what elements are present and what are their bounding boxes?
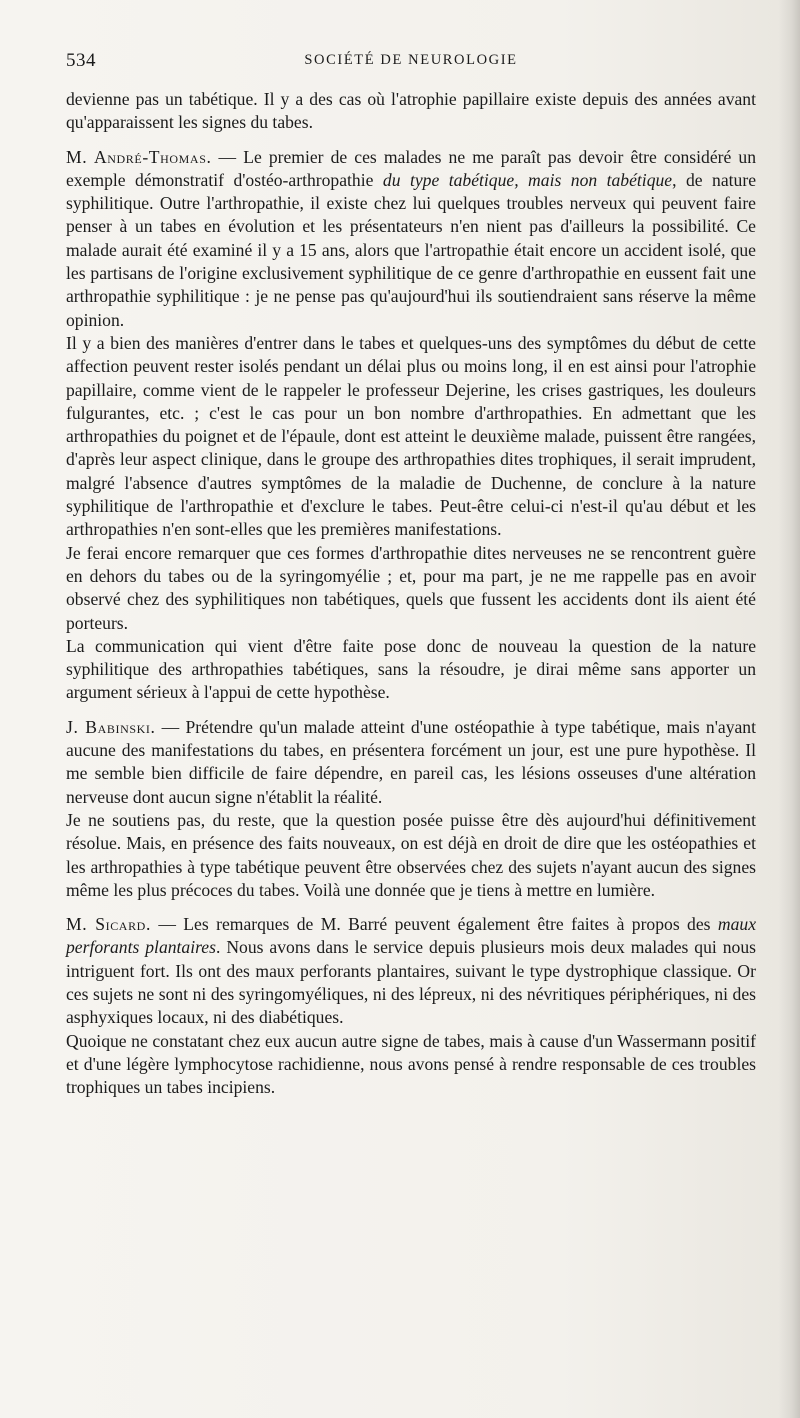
paragraph bbox=[66, 332, 756, 542]
paragraph-gap bbox=[66, 705, 756, 716]
paragraph bbox=[66, 146, 756, 332]
page-content bbox=[66, 50, 756, 1099]
paragraph bbox=[66, 716, 756, 809]
running-head: SOCIÉTÉ DE NEUROLOGIE bbox=[304, 52, 518, 68]
paragraph-text: — Prétendre qu'un malade atteint d'une ostéopathie à type tabétique, mais n'ayant aucune des manifestations du tabes, en présentera forcément un jour, est une pure hypothèse. Il me semble bien difficile de faire dépendre, en pareil cas, les lésions osseuses d'une altération nerveuse dont aucun signe n'établit la réalité. bbox=[66, 716, 756, 807]
paragraph-text: La communication qui vient d'être faite pose donc de nouveau la question de la nature syphilitique des arthropathies tabétiques, sans la résoudre, je dirai même sans apporter un argument sérieux à l'appui de cette hypothèse. bbox=[66, 635, 756, 703]
paragraph-gap bbox=[66, 135, 756, 146]
paragraph-text: . Nous avons dans le service depuis plusieurs mois deux malades qui nous intriguent fort. Ils ont des maux perforants plantaires, suivant le type dystrophique classique. Or ces sujets ne sont ni des syringomyéliques, ni des lépreux, ni des névritiques périphériques, ni des asphyxiques locaux, ni des diabétiques. bbox=[66, 937, 756, 1028]
paragraph bbox=[66, 809, 756, 902]
paragraph bbox=[66, 88, 756, 135]
page-edge-shadow bbox=[778, 0, 800, 1418]
speaker-name: M. Sicard. bbox=[66, 914, 151, 935]
paragraph-text: Quoique ne constatant chez eux aucun autre signe de tabes, mais à cause d'un Wassermann positif et d'une légère lymphocytose rachidienne, nous avons pensé à rendre responsable de ces troubles trophiques un tabes incipiens. bbox=[66, 1030, 756, 1098]
paragraph-text: — Les remarques de M. Barré peuvent également être faites à propos des bbox=[150, 914, 718, 935]
paragraph bbox=[66, 542, 756, 635]
paragraph bbox=[66, 1030, 756, 1100]
emphasized-text: du type tabétique, mais non tabétique bbox=[382, 169, 673, 190]
emphasized-text: maux perforants plantaires bbox=[66, 914, 756, 958]
paragraph bbox=[66, 635, 756, 705]
page-number: 534 bbox=[66, 50, 96, 71]
paragraph-text: Je ferai encore remarquer que ces formes d'arthropathie dites nerveuses ne se rencontrent guère en dehors du tabes ou de la syringomyélie ; et, pour ma part, je ne me rappelle pas en avoir observé chez des syphilitiques non tabétiques, quels que fussent les accidents dont ils aient été porteurs. bbox=[66, 542, 756, 633]
speaker-name: J. Babinski. bbox=[66, 716, 156, 737]
page-header bbox=[66, 50, 756, 78]
paragraph-text: Il y a bien des manières d'entrer dans le tabes et quelques-uns des symptômes du début de cette affection peuvent rester isolés pendant un délai plus ou moins long, il en est ainsi pour l'atrophie papillaire, comme vient de le rappeler le professeur Dejerine, les crises gastriques, les douleurs fulgurantes, etc. ; c'est le cas pour un bon nombre d'arthropathies. En admettant que les arthropathies du poignet et de l'épaule, dont est atteint le deuxième malade, puissent être rangées, d'après leur aspect clinique, dans le groupe des arthropathies dites trophiques, il serait imprudent, malgré l'absence d'autres symptômes de la maladie de Duchenne, de conclure à la nature syphilitique de l'arthropathie et d'exclure le tabes. Peut-être celui-ci n'est-il qu'au début et les arthropathies n'en sont-elles que les premières manifestations. bbox=[66, 332, 756, 540]
paragraph-text: — Le premier de ces malades ne me paraît pas devoir être considéré un exemple démonstratif d'ostéo-arthropathie bbox=[66, 146, 756, 190]
paragraph-text: , de nature syphilitique. Outre l'arthropathie, il existe chez lui quelques troubles nerveux qui peuvent faire penser à un tabes en évolution et les présentateurs n'en nient pas d'ailleurs la possibilité. Ce malade aurait été examiné il y a 15 ans, alors que l'artropathie était encore un accident isolé, que les partisans de l'origine exclusivement syphilitique de ce genre d'arthropathie en eussent fait une arthropathie syphilitique : je ne pense pas qu'aujourd'hui ils soutiendraient sans réserve la même opinion. bbox=[66, 169, 757, 330]
body-text bbox=[66, 88, 756, 1099]
paragraph-text: devienne pas un tabétique. Il y a des cas où l'atrophie papillaire existe depuis des années avant qu'apparaissent les signes du tabes. bbox=[66, 89, 756, 133]
paragraph-text: Je ne soutiens pas, du reste, que la question posée puisse être dès aujourd'hui définitivement résolue. Mais, en présence des faits nouveaux, on est déjà en droit de dire que les ostéopathies et les arthropathies à type tabétique peuvent être observées chez des sujets n'ayant aucun des signes même les plus précoces du tabes. Voilà une donnée que je tiens à mettre en lumière. bbox=[66, 809, 756, 900]
speaker-name: M. André-Thomas. bbox=[66, 146, 212, 167]
paragraph bbox=[66, 913, 756, 1029]
paragraph-gap bbox=[66, 902, 756, 913]
